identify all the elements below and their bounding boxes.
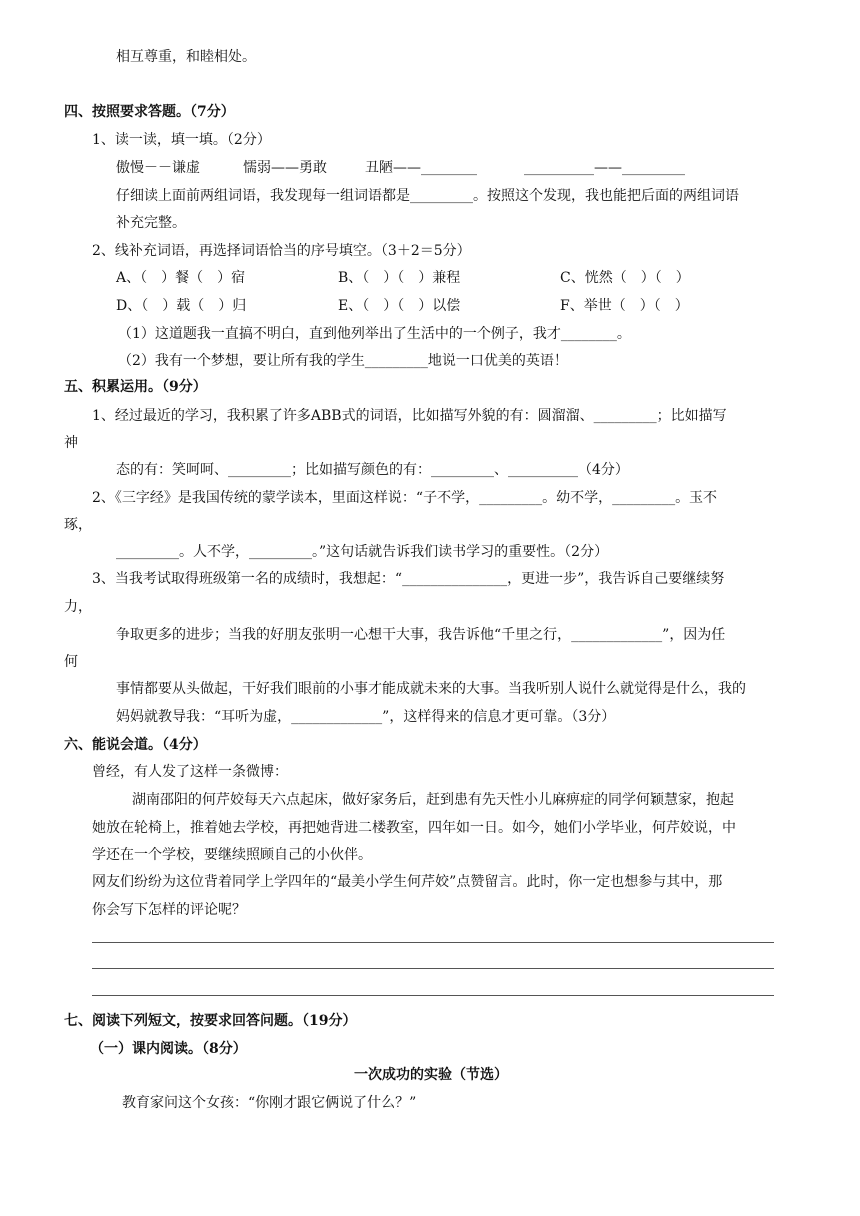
q4-1-text: 仔细读上面前两组词语，我发现每一组词语都是_________。按照这个发现，我也能把后面的两组词语 [116,188,739,204]
q5-2-wrap: 琢， [64,517,92,533]
option-d: D、（ ）载（ ）归 [116,298,247,314]
q4-2-sentence-1: （1）这道题我一直搞不明白，直到他列举出了生活中的一个例子，我才________。 [118,326,631,342]
q4-2-sentence-2: （2）我有一个梦想，要让所有我的学生_________地说一口优美的英语！ [118,353,568,369]
q4-1-pair-2: 懦弱——勇敢 [243,160,327,176]
option-a: A、（ ）餐（ ）宿 [116,270,246,286]
section-5-title: 五、积累运用。（9分） [64,379,207,395]
q6-prompt-2: 你会写下怎样的评论呢？ [92,902,246,918]
q6-prompt-1: 网友们纷纷为这位背着同学上学四年的“最美小学生何芹姣”点赞留言。此时，你一定也想参与其中，那 [92,874,723,890]
option-c: C、恍然（ ）（ ） [560,270,690,286]
q5-1-line-2: 态的有：笑呵呵、_________；比如描写颜色的有：_________、__________（4分） [116,462,629,478]
q4-1-pair-1: 傲慢－－谦虚 [116,160,200,176]
answer-line-2[interactable] [92,968,774,969]
weibo-text-3: 学还在一个学校，要继续照顾自己的小伙伴。 [92,847,372,863]
passage-title: 一次成功的实验（节选） [354,1067,508,1083]
q5-3-wrap-2: 何 [64,654,78,670]
q4-1-pair-4: __________——_________ [524,160,685,176]
option-b: B、（ ）（ ）兼程 [338,270,461,286]
answer-line-1[interactable] [92,942,774,943]
continuation-line: 相互尊重，和睦相处。 [116,49,256,65]
q5-3-line-1: 3、当我考试取得班级第一名的成绩时，我想起：“_______________，更进一步”，我告诉自己要继续努 [92,571,725,587]
q5-3-line-3: 事情都要从头做起，干好我们眼前的小事才能成就未来的大事。当我听别人说什么就觉得是什么，我的 [116,681,746,697]
q4-1-text-cont: 补充完整。 [116,215,186,231]
weibo-text-2: 她放在轮椅上，推着她去学校，再把她背进二楼教室，四年如一日。如今，她们小学毕业，何芹姣说，中 [92,820,736,836]
q4-2-head: 2、线补充词语，再选择词语恰当的序号填空。（3＋2＝5分） [92,243,471,259]
q5-3-line-2: 争取更多的进步；当我的好朋友张明一心想干大事，我告诉他“千里之行，_____________”，因为任 [116,627,726,643]
q4-1-head: 1、读一读，填一填。（2分） [92,132,271,148]
option-e: E、（ ）（ ）以偿 [338,298,461,314]
weibo-text-1: 湖南邵阳的何芹姣每天六点起床，做好家务后，赶到患有先天性小儿麻痹症的同学何颖慧家，抱起 [132,792,734,808]
option-f: F、举世（ ）（ ） [560,298,689,314]
q5-2-line-1: 2、《三字经》是我国传统的蒙学读本，里面这样说：“子不学，_________。幼不学，_________。玉不 [92,490,718,506]
section-6-title: 六、能说会道。（4分） [64,737,207,753]
subsection-title: （一）课内阅读。（8分） [90,1041,247,1057]
q5-3-wrap-1: 力， [64,599,92,615]
weibo-intro: 曾经，有人发了这样一条微博： [92,764,288,780]
answer-line-3[interactable] [92,995,774,996]
section-4-title: 四、按照要求答题。（7分） [64,104,235,120]
q5-1-line-1: 1、经过最近的学习，我积累了许多ABB式的词语，比如描写外貌的有：圆溜溜、_________；比如描写 [92,408,727,424]
q5-1-wrap: 神 [64,435,78,451]
q5-3-line-4: 妈妈就教导我：“耳听为虚，_____________”，这样得来的信息才更可靠。（3分） [116,709,616,725]
section-7-title: 七、阅读下列短文，按要求回答问题。（19分） [64,1013,357,1029]
passage-first-line: 教育家问这个女孩：“你刚才跟它俩说了什么？” [122,1095,417,1111]
q4-1-pair-3: 丑陋——________ [365,160,477,176]
q5-2-line-2: _________。人不学，_________。”这句话就告诉我们读书学习的重要性。（2分） [116,544,609,560]
